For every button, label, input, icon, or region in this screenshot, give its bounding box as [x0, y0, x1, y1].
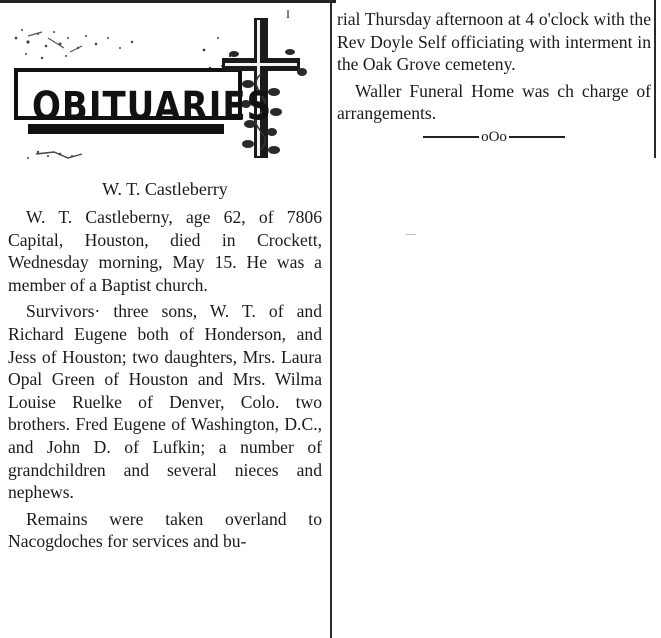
top-mark: I — [286, 8, 290, 21]
paragraph: Waller Funeral Home was ch charge of arrangements. — [337, 80, 651, 124]
right-column — [337, 8, 651, 145]
column-rule — [330, 0, 332, 638]
end-mark: oOo — [481, 128, 507, 145]
print-speck — [406, 234, 416, 235]
paragraph: W. T. Castleberny, age 62, of 7806 Capital, Houston, died in Crockett, Wednesday morning, May 15. He was a member of a Baptist church. — [8, 207, 322, 295]
header-title: OBITUARIES — [32, 84, 273, 130]
left-column — [8, 178, 322, 553]
paragraph: Survivors· three sons, W. T. of and Richard Eugene both of Honderson, and Jess of Houston; two daughters, Mrs. Laura Opal Green of Houston and Mrs. Wilma Louise Ruelke of Denver, Colo. two brothers. Fred Eugene of Washington, D.C., and John D. of Lufkin; a number of grandchildren and several nieces and nephews. — [8, 301, 322, 503]
column-rule-right — [654, 0, 656, 158]
end-divider — [337, 129, 651, 145]
top-rule — [0, 0, 336, 3]
paragraph: Remains were taken overland to Nacogdoches for services and bu- — [8, 508, 322, 552]
divider-line — [423, 136, 479, 138]
divider-line — [509, 136, 565, 138]
obituary-heading: W. T. Castleberry — [102, 179, 228, 199]
paragraph: rial Thursday afternoon at 4 o'clock with the Rev Doyle Self officiating with interment in the Oak Grove cemeteny. — [337, 9, 651, 75]
obituaries-header — [8, 8, 322, 168]
